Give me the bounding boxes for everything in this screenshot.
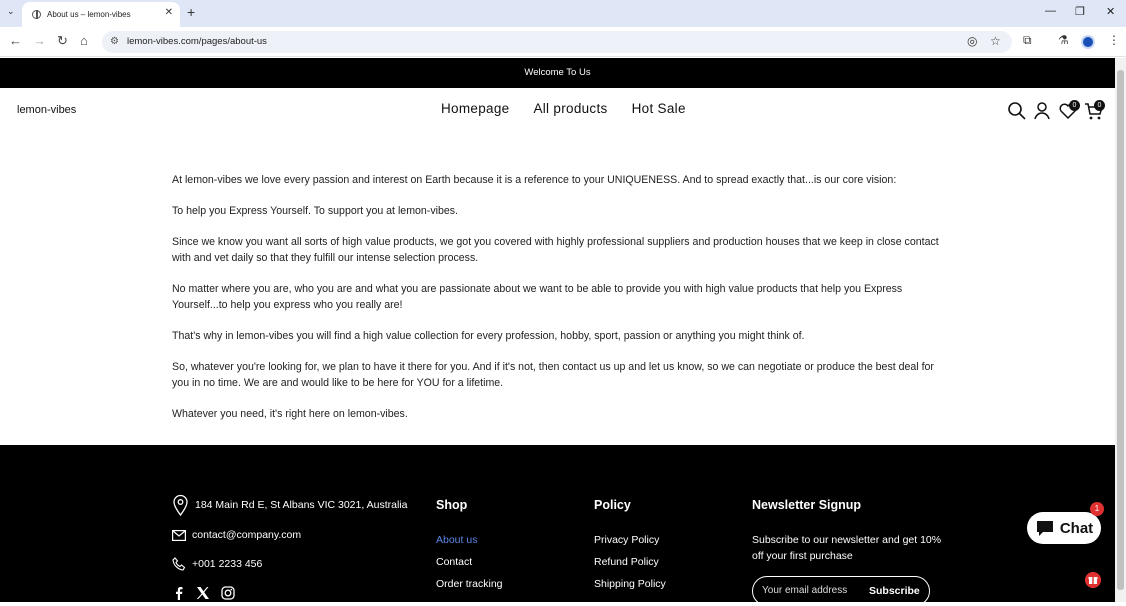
about-paragraph: To help you Express Yourself. To support you at lemon-vibes. bbox=[172, 205, 458, 218]
footer-email[interactable] bbox=[172, 529, 301, 541]
instagram-icon[interactable] bbox=[221, 586, 235, 600]
eye-off-icon[interactable]: ◎ bbox=[967, 34, 978, 48]
omnibox[interactable] bbox=[102, 31, 1012, 53]
close-window-button[interactable]: ✕ bbox=[1106, 6, 1116, 18]
tab-search-icon[interactable]: ⌄ bbox=[7, 6, 15, 16]
about-paragraph: Whatever you need, it's right here on lemon-vibes. bbox=[172, 407, 408, 420]
footer-link-about-us[interactable]: About us bbox=[436, 534, 478, 546]
tab-title: About us – lemon-vibes bbox=[47, 10, 131, 19]
site-footer bbox=[0, 445, 1115, 602]
chat-label: Chat bbox=[1059, 519, 1094, 537]
chat-bubble-icon bbox=[1035, 519, 1055, 537]
tab-close-icon[interactable]: ✕ bbox=[164, 7, 173, 18]
globe-icon bbox=[32, 10, 41, 19]
restore-button[interactable]: ❐ bbox=[1075, 6, 1085, 18]
chat-notification-badge: 1 bbox=[1090, 502, 1104, 516]
about-paragraph: At lemon-vibes we love every passion and interest on Earth because it is a reference to your UNIQUENESS. And to spread exactly that...is our core vision: bbox=[172, 174, 897, 186]
footer-address bbox=[172, 494, 407, 516]
location-pin-icon bbox=[172, 494, 189, 516]
labs-icon[interactable]: ⚗ bbox=[1058, 33, 1069, 47]
site-header bbox=[0, 88, 1115, 134]
mail-icon bbox=[172, 530, 186, 541]
browser-tab-strip bbox=[0, 0, 1126, 27]
footer-link-order-tracking[interactable]: Order tracking bbox=[436, 578, 503, 590]
menu-item-hot-sale[interactable]: Hot Sale bbox=[631, 101, 686, 116]
subscribe-button[interactable]: Subscribe bbox=[869, 585, 920, 597]
main-menu bbox=[441, 101, 686, 116]
footer-link-shipping-policy[interactable]: Shipping Policy bbox=[594, 578, 666, 590]
new-tab-button[interactable]: + bbox=[187, 4, 196, 20]
forward-icon[interactable]: → bbox=[33, 33, 46, 48]
reload-icon[interactable]: ↻ bbox=[57, 33, 68, 48]
facebook-icon[interactable] bbox=[172, 586, 186, 600]
cart-count-badge: 0 bbox=[1094, 100, 1105, 111]
footer-link-contact[interactable]: Contact bbox=[436, 556, 473, 568]
extensions-icon[interactable]: ⧉ bbox=[1023, 33, 1032, 47]
footer-link-privacy-policy[interactable]: Privacy Policy bbox=[594, 534, 660, 546]
wishlist-count-badge: 0 bbox=[1069, 100, 1080, 111]
minimize-button[interactable]: — bbox=[1045, 5, 1056, 17]
footer-link-refund-policy[interactable]: Refund Policy bbox=[594, 556, 659, 568]
footer-policy-title: Policy bbox=[594, 498, 631, 512]
newsletter-text: Subscribe to our newsletter and get 10% off your first purchase bbox=[752, 534, 942, 562]
phone-icon bbox=[172, 557, 186, 571]
url-text[interactable]: lemon-vibes.com/pages/about-us bbox=[127, 36, 267, 47]
about-paragraph: No matter where you are, who you are and what you are passionate about we want to be able to provide you with high value products that help you Express Yourself...to help you express who you really are! bbox=[172, 283, 903, 311]
address-bar-row bbox=[0, 27, 1126, 57]
newsletter-email-input[interactable]: Your email address bbox=[762, 585, 848, 596]
about-paragraph: Since we know you want all sorts of high value products, we got you covered with highly professional suppliers and production houses that we keep in close contact with and vet daily so that they fulfill our intense selection process. bbox=[172, 236, 939, 264]
search-icon[interactable] bbox=[1006, 100, 1028, 122]
browser-menu-icon[interactable]: ⋮ bbox=[1108, 33, 1120, 47]
chat-button[interactable] bbox=[1027, 512, 1101, 544]
x-twitter-icon[interactable] bbox=[196, 586, 210, 600]
bookmark-star-icon[interactable]: ☆ bbox=[990, 34, 1001, 48]
scrollbar-thumb[interactable] bbox=[1117, 70, 1124, 590]
page-scrollbar[interactable] bbox=[1115, 58, 1126, 602]
account-icon[interactable] bbox=[1031, 100, 1053, 122]
about-paragraph: That's why in lemon-vibes you will find a high value collection for every profession, hobby, sport, passion or anything you might think of. bbox=[172, 329, 805, 342]
email-text[interactable]: contact@company.com bbox=[192, 529, 302, 541]
footer-shop-title: Shop bbox=[436, 498, 468, 512]
phone-text[interactable]: +001 2233 456 bbox=[192, 558, 263, 570]
announcement-bar: Welcome To Us bbox=[0, 58, 1115, 88]
browser-tab[interactable] bbox=[22, 2, 180, 27]
home-icon[interactable]: ⌂ bbox=[80, 33, 88, 48]
gift-promo-icon[interactable] bbox=[1085, 572, 1101, 588]
profile-avatar-icon[interactable] bbox=[1081, 35, 1095, 49]
site-logo[interactable]: lemon-vibes bbox=[17, 104, 77, 116]
footer-phone[interactable] bbox=[172, 557, 262, 571]
back-icon[interactable]: ← bbox=[9, 33, 22, 48]
about-paragraph: So, whatever you're looking for, we plan to have it there for you. And if it's not, then contact us up and let us know, so we can negotiate or produce the best deal for you in no time. We are and would like to be here for YOU for a lifetime. bbox=[172, 361, 934, 389]
menu-item-all-products[interactable]: All products bbox=[533, 101, 608, 116]
site-info-icon[interactable]: ⚙ bbox=[110, 36, 119, 47]
newsletter-title: Newsletter Signup bbox=[752, 498, 862, 512]
about-us-content bbox=[172, 173, 942, 438]
menu-item-homepage[interactable]: Homepage bbox=[441, 101, 510, 116]
address-text: 184 Main Rd E, St Albans VIC 3021, Australia bbox=[195, 499, 408, 511]
